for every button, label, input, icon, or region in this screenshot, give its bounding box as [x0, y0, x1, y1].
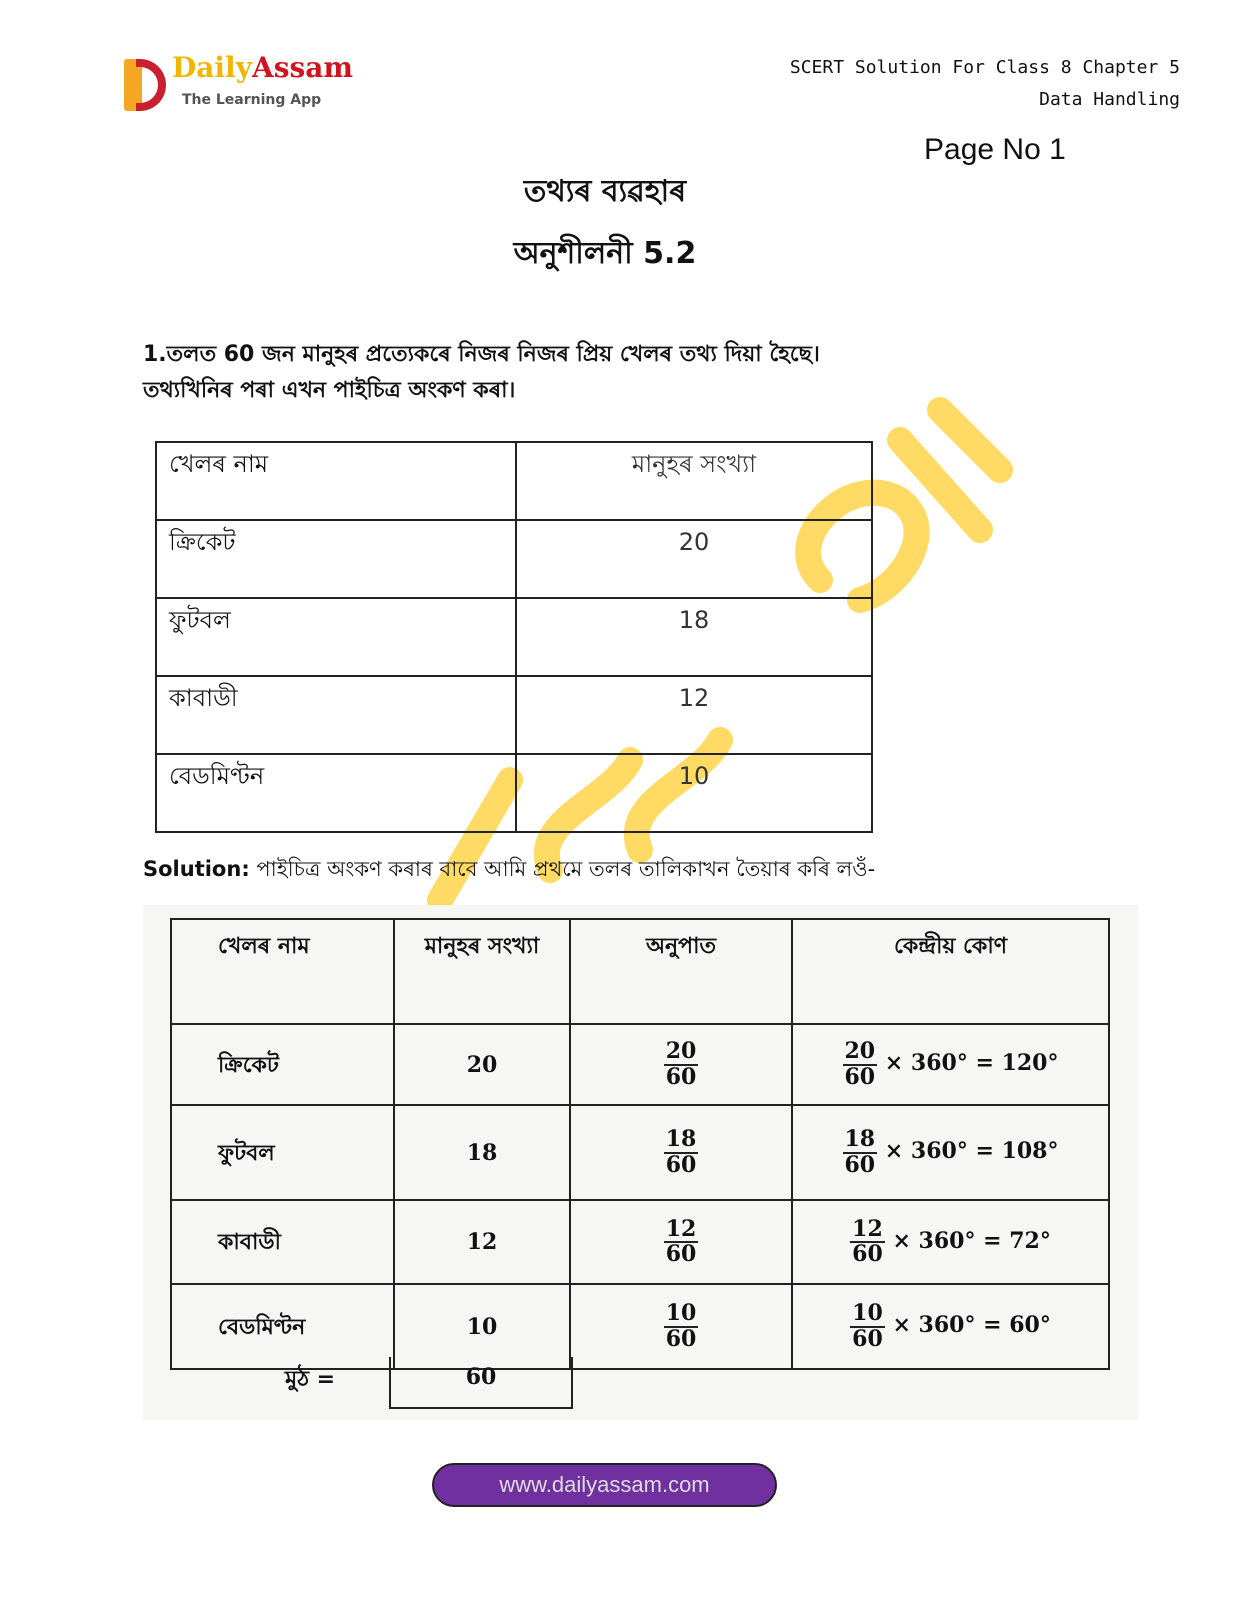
people-count: 18 — [516, 598, 872, 676]
people-count: 18 — [394, 1105, 570, 1200]
exercise-title: অনুশীলনী 5.2 — [513, 236, 697, 271]
angle-fraction — [843, 1040, 878, 1088]
table-row — [171, 1200, 1109, 1284]
sport-name: ফুটবল — [171, 1105, 394, 1200]
solution-label: Solution: — [143, 857, 250, 881]
angle-denominator: 60 — [852, 1241, 883, 1267]
ratio-numerator: 18 — [665, 1126, 697, 1153]
header-cell: খেলৰ নাম — [171, 919, 394, 1024]
people-count: 12 — [516, 676, 872, 754]
table-row — [171, 1024, 1109, 1105]
angle-numerator: 10 — [852, 1300, 883, 1327]
sport-name: ক্ৰিকেট — [171, 1024, 394, 1105]
ratio-numerator: 20 — [665, 1038, 697, 1065]
angle-fraction — [850, 1215, 885, 1267]
angle-denominator: 60 — [852, 1325, 883, 1352]
table-row — [156, 520, 872, 598]
sport-name: বেডমিণ্টন — [156, 754, 516, 832]
ratio-numerator: 12 — [665, 1215, 697, 1242]
ratio — [664, 1040, 699, 1088]
logo — [124, 51, 364, 115]
angle-denominator: 60 — [844, 1151, 876, 1178]
table-row — [171, 1284, 1109, 1369]
header-cell: কেন্দ্ৰীয় কোণ — [792, 919, 1109, 1024]
sport-name: বেডমিণ্টন — [171, 1284, 394, 1369]
people-count: 10 — [394, 1284, 570, 1369]
header-chapter: Data Handling — [1039, 89, 1180, 110]
table-row — [171, 1105, 1109, 1200]
solution-intro — [143, 854, 875, 884]
central-angle-table — [170, 918, 1110, 1370]
angle-fraction — [843, 1128, 878, 1176]
total-label: মুঠ = — [285, 1367, 336, 1392]
page-number: Page No 1 — [924, 133, 1066, 166]
central-angle: × 360° = 120° — [884, 1050, 1059, 1077]
ratio — [664, 1128, 699, 1176]
ratio-denominator: 60 — [665, 1063, 697, 1090]
angle-denominator: 60 — [844, 1063, 876, 1090]
sports-table — [155, 441, 873, 833]
ratio-denominator: 60 — [665, 1325, 697, 1352]
ratio-denominator: 60 — [665, 1241, 697, 1267]
website-link[interactable]: www.dailyassam.com — [432, 1463, 777, 1507]
angle-numerator: 20 — [844, 1038, 876, 1065]
angle-numerator: 18 — [844, 1126, 876, 1153]
solution-text: পাইচিত্ৰ অংকণ কৰাৰ বাবে আমি প্ৰথমে তলৰ তালিকাখন তৈয়াৰ কৰি লওঁ- — [249, 857, 876, 881]
people-count: 20 — [516, 520, 872, 598]
logo-tagline: The Learning App — [182, 92, 322, 108]
logo-name-assam: Assam — [251, 51, 353, 84]
header-cell: অনুপাত — [570, 919, 792, 1024]
table-row — [156, 598, 872, 676]
header-cell: মানুহৰ সংখ্যা — [516, 442, 872, 520]
central-angle: × 360° = 72° — [892, 1228, 1051, 1254]
sport-name: ক্ৰিকেট — [156, 520, 516, 598]
central-angle: × 360° = 108° — [884, 1138, 1059, 1165]
table-row — [156, 676, 872, 754]
page-title: তথ্যৰ ব্যৱহাৰ — [523, 174, 687, 209]
table-row — [156, 754, 872, 832]
header-cell: খেলৰ নাম — [156, 442, 516, 520]
ratio-denominator: 60 — [665, 1151, 697, 1178]
angle-fraction — [850, 1302, 885, 1350]
people-count: 10 — [516, 754, 872, 832]
central-angle: × 360° = 60° — [892, 1312, 1051, 1339]
ratio — [664, 1302, 699, 1350]
angle-numerator: 12 — [852, 1215, 883, 1242]
header-cell: মানুহৰ সংখ্যা — [394, 919, 570, 1024]
people-count: 12 — [394, 1200, 570, 1284]
people-count: 20 — [394, 1024, 570, 1105]
logo-name-daily: Daily — [172, 51, 252, 84]
sport-name: কাবাডী — [171, 1200, 394, 1284]
question-line-2: তথ্যখিনিৰ পৰা এখন পাইচিত্ৰ অংকণ কৰা। — [143, 378, 516, 403]
ratio — [664, 1215, 699, 1267]
question-line-1: 1.তলত 60 জন মানুহৰ প্ৰত্যেকৰে নিজৰ নিজৰ প্ৰিয় খেলৰ তথ্য দিয়া হৈছে। — [143, 342, 820, 367]
sport-name: ফুটবল — [156, 598, 516, 676]
total-value: 60 — [389, 1357, 573, 1409]
sport-name: কাবাডী — [156, 676, 516, 754]
ratio-numerator: 10 — [665, 1300, 697, 1327]
header-course: SCERT Solution For Class 8 Chapter 5 — [789, 57, 1180, 78]
